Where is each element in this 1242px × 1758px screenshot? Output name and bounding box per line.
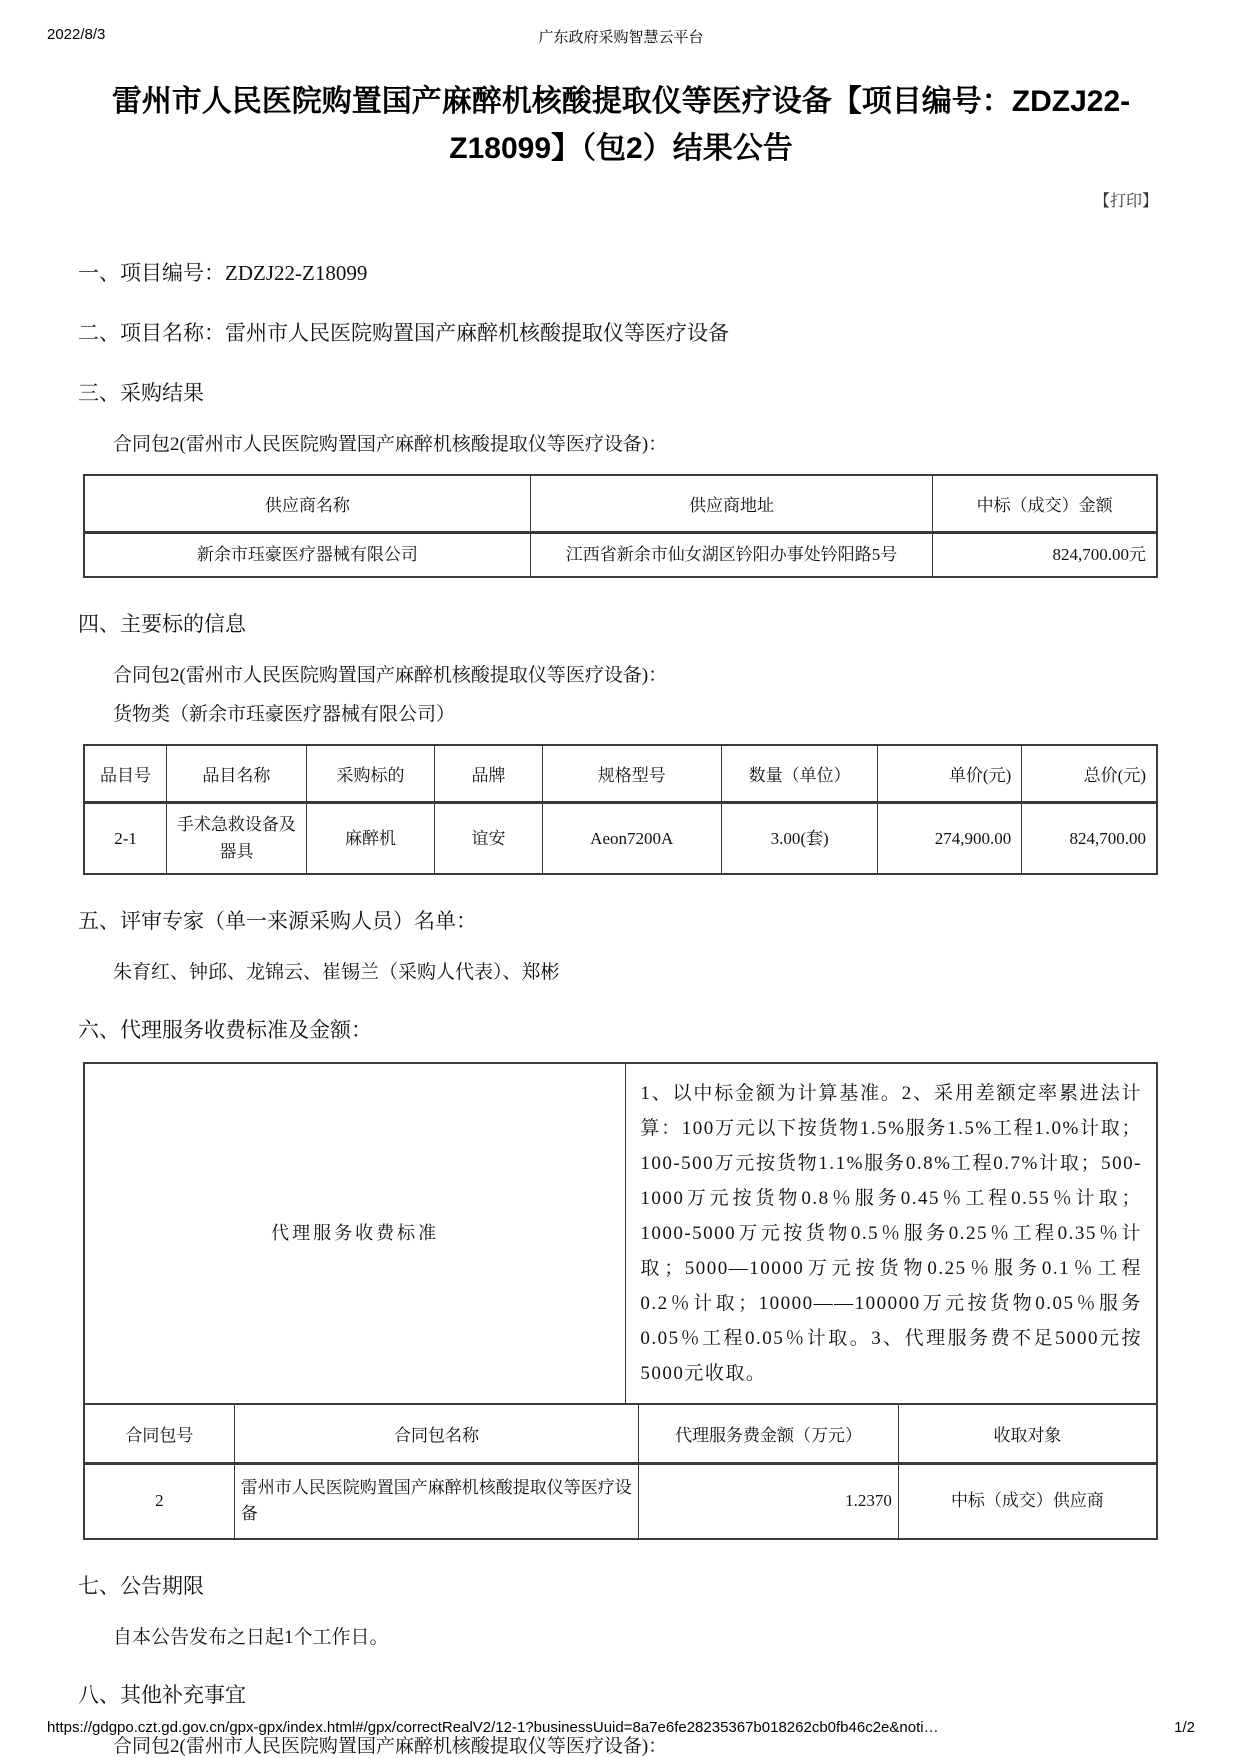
quantity-cell: 3.00(套) [721,803,878,874]
agency-fee-standard-table [83,1062,1158,1405]
browser-print-footer [47,1719,1195,1736]
section-8-body: 合同包2(雷州市人民医院购置国产麻醉机核酸提取仪等医疗设备)： [113,1735,668,1757]
table-header-row [84,745,1157,803]
section-2-project-name: 二、项目名称：雷州市人民医院购置国产麻醉机核酸提取仪等医疗设备 [78,321,729,345]
agency-fee-amount-cell: 1.2370 [639,1464,899,1539]
browser-print-header [47,26,1195,46]
brand-cell: 谊安 [435,803,542,874]
unit-price-cell: 274,900.00 [878,803,1022,874]
section-7-heading: 七、公告期限 [78,1573,204,1598]
section-6-heading: 六、代理服务收费标准及金额： [78,1018,372,1043]
table-row [84,533,1157,578]
section-3-intro: 合同包2(雷州市人民医院购置国产麻醉机核酸提取仪等医疗设备)： [113,434,668,455]
footer-url: https://gdgpo.czt.gd.gov.cn/gpx-gpx/index.html#/gpx/correctRealV2/12-1?businessUuid=8a7e6fe28235367b018262cb0fb46c2e&noti… [47,1719,939,1736]
table-header-row [84,475,1157,533]
page-number: 1/2 [1174,1719,1195,1736]
table-header-row [84,1404,1157,1464]
contract-package-no-cell: 2 [84,1464,234,1539]
award-amount-cell: 824,700.00元 [933,533,1157,578]
col-procurement-target: 采购标的 [306,745,435,803]
table-row [84,1464,1157,1539]
fee-standard-label-cell: 代理服务收费标准 [84,1063,626,1404]
fee-payer-cell: 中标（成交）供应商 [898,1464,1157,1539]
col-unit-price: 单价(元) [878,745,1022,803]
expert-names: 朱育红、钟邱、龙锦云、崔锡兰（采购人代表）、郑彬 [113,962,560,984]
col-contract-package-name: 合同包名称 [234,1404,639,1464]
section-4-intro: 合同包2(雷州市人民医院购置国产麻醉机核酸提取仪等医疗设备)： [113,665,668,687]
page-title: 雷州市人民医院购置国产麻醉机核酸提取仪等医疗设备【项目编号：ZDZJ22-Z18099】（包2）结果公告 [111,85,1131,165]
supplier-address-cell: 江西省新余市仙女湖区钤阳办事处钤阳路5号 [530,533,932,578]
section-3-heading: 三、采购结果 [78,381,204,405]
col-item-no: 品目号 [84,745,167,803]
procurement-target-cell: 麻醉机 [306,803,435,874]
col-supplier-name: 供应商名称 [84,475,530,533]
print-button[interactable]: 【打印】 [1093,193,1158,210]
table-row [84,1063,1157,1404]
col-agency-fee-amount: 代理服务费金额（万元） [639,1404,899,1464]
col-spec-model: 规格型号 [542,745,721,803]
section-8-heading: 八、其他补充事宜 [78,1682,246,1707]
supplier-result-table [83,474,1158,578]
supplier-name-cell: 新余市珏豪医疗器械有限公司 [84,533,530,578]
section-4-goods-line: 货物类（新余市珏豪医疗器械有限公司） [113,704,456,726]
col-award-amount: 中标（成交）金额 [933,475,1157,533]
col-quantity-unit: 数量（单位） [721,745,878,803]
contract-package-name-cell: 雷州市人民医院购置国产麻醉机核酸提取仪等医疗设备 [234,1464,639,1539]
col-contract-package-no: 合同包号 [84,1404,234,1464]
col-item-name: 品目名称 [167,745,306,803]
section-5-heading: 五、评审专家（单一来源采购人员）名单： [78,909,477,934]
agency-fee-amount-table [83,1403,1158,1540]
item-no-cell: 2-1 [84,803,167,874]
spec-model-cell: Aeon7200A [542,803,721,874]
table-row [84,803,1157,874]
print-button-row [47,188,1195,211]
item-name-cell: 手术急救设备及器具 [167,803,306,874]
total-price-cell: 824,700.00 [1022,803,1157,874]
section-4-heading: 四、主要标的信息 [78,612,246,637]
col-brand: 品牌 [435,745,542,803]
col-total-price: 总价(元) [1022,745,1157,803]
col-supplier-address: 供应商地址 [530,475,932,533]
site-name: 广东政府采购智慧云平台 [538,29,704,46]
print-date: 2022/8/3 [47,26,106,43]
item-detail-table [83,744,1158,875]
fee-standard-text-cell: 1、以中标金额为计算基准。2、采用差额定率累进法计算：100万元以下按货物1.5%服务1.5%工程1.0%计取；100-500万元按货物1.1%服务0.8%工程0.7%计取；500-1000万元按货物0.8％服务0.45％工程0.55％计取；1000-5000万元按货物0.5％服务0.25％工程0.35％计取；5000—10000万元按货物0.25％服务0.1％工程0.2％计取；10000——100000万元按货物0.05％服务0.05％工程0.05％计取。3、代理服务费不足5000元按5000元收取。 [626,1063,1157,1404]
announcement-period-text: 自本公告发布之日起1个工作日。 [113,1626,389,1648]
col-fee-payer: 收取对象 [898,1404,1157,1464]
section-1-project-number: 一、项目编号：ZDZJ22-Z18099 [78,261,368,285]
